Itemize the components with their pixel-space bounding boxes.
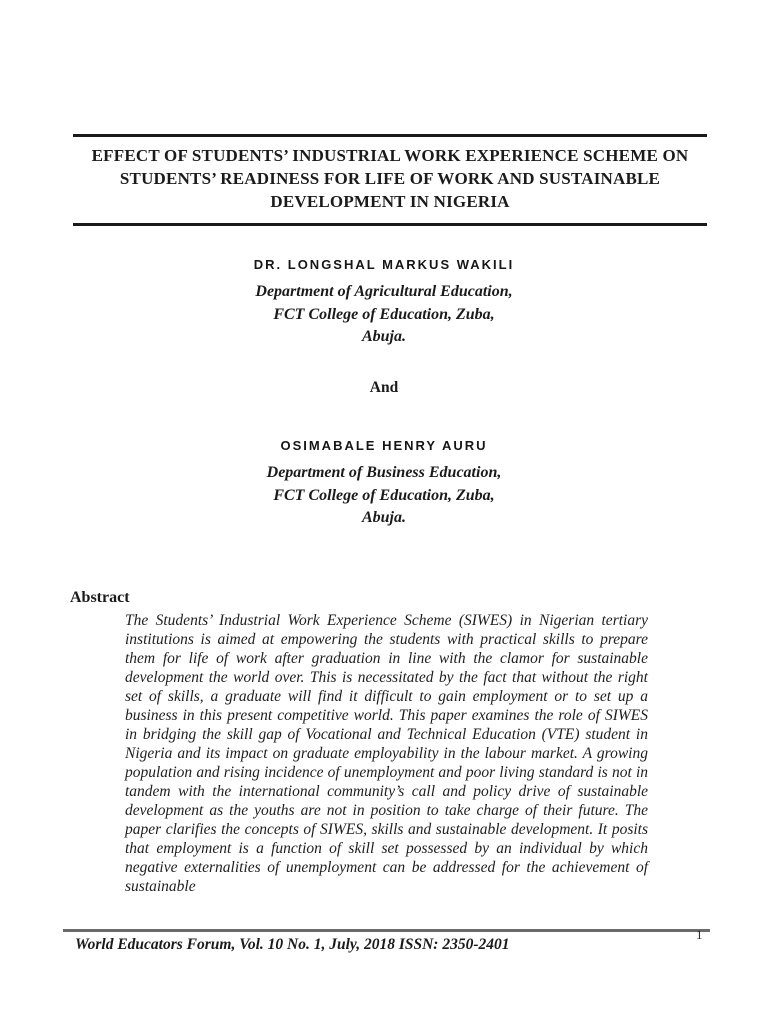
abstract-heading: Abstract: [70, 589, 130, 606]
author-2-affiliation-line-1: Department of Business Education,: [266, 464, 502, 481]
author-2-affiliation: [0, 462, 768, 530]
author-1-affiliation-line-1: Department of Agricultural Education,: [255, 283, 513, 300]
author-1-affiliation: [0, 281, 768, 349]
author-separator: And: [369, 379, 399, 396]
journal-citation: World Educators Forum, Vol. 10 No. 1, July, 2018 ISSN: 2350-2401: [75, 936, 510, 953]
abstract-text: The Students’ Industrial Work Experience Scheme (SIWES) in Nigerian tertiary institutions is aimed at empowering the students with practical skills to prepare them for life of work after graduation in line with the clamor for sustainable development the world over. This is necessitated by the fact that without the right set of skills, a graduate will find it difficult to gain employment or to set up a business in this present competitive world. This paper examines the role of SIWES in bridging the skill gap of Vocational and Technical Education (VTE) student in Nigeria and its impact on graduate employability in the labour market. A growing population and rising incidence of unemployment and poor living standard is not in tandem with the international community’s call and policy drive of sustainable development as the youths are not in position to take charge of their future. The paper clarifies the concepts of SIWES, skills and sustainable development. It posits that employment is a function of skill set possessed by an individual by which negative externalities of unemployment can be addressed for the achievement of sustainable: [125, 612, 648, 895]
author-block-2: [0, 438, 768, 530]
author-1-affiliation-line-2: FCT College of Education, Zuba,: [273, 305, 495, 323]
title-block: [73, 134, 707, 226]
author-1-name: DR. LONGSHAL MARKUS WAKILI: [253, 257, 515, 272]
author-1-affiliation-line-3: Abuja.: [361, 328, 406, 345]
author-block-1: [0, 257, 768, 349]
author-2-affiliation-line-2: FCT College of Education, Zuba,: [273, 486, 495, 504]
author-2-affiliation-line-3: Abuja.: [361, 509, 406, 526]
author-2-name: OSIMABALE HENRY AURU: [280, 438, 488, 453]
page-number: 1: [696, 927, 703, 942]
footer-divider: [63, 929, 710, 932]
paper-title: EFFECT OF STUDENTS’ INDUSTRIAL WORK EXPERIENCE SCHEME ON STUDENTS’ READINESS FOR LIFE OF WORK AND SUSTAINABLE DEVELOPMENT IN NIGERIA: [91, 146, 689, 211]
